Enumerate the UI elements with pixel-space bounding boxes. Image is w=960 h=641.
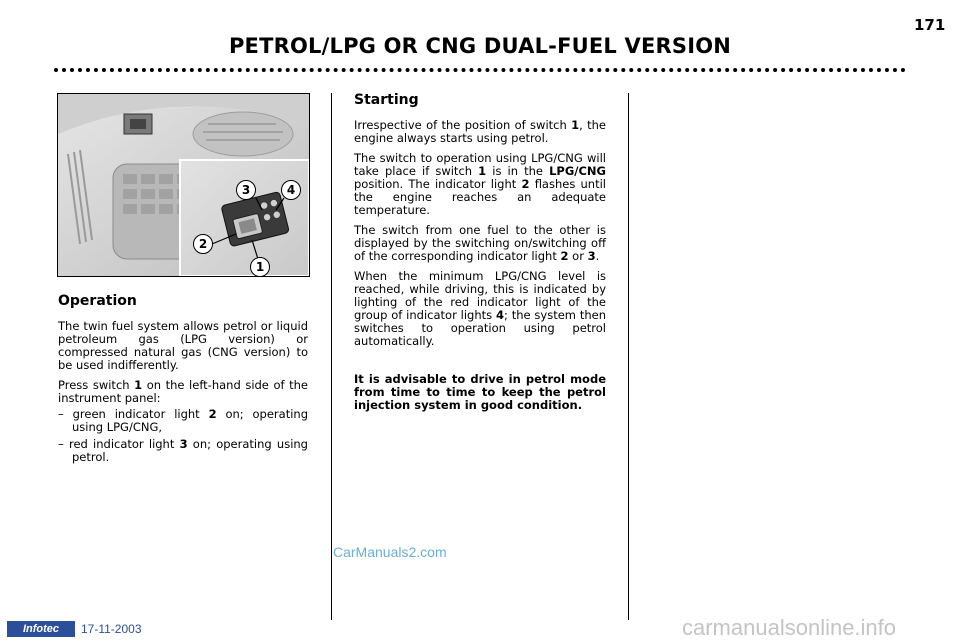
callout-4: 4 (281, 180, 301, 200)
callout-2: 2 (193, 234, 213, 254)
operation-paragraph: The twin fuel system allows petrol or liquid petroleum gas (LPG version) or compressed natural gas (CNG version) to be used indifferently. (58, 319, 308, 372)
dashboard-switch-illustration (57, 93, 310, 277)
column-divider-right (628, 93, 629, 620)
list-item-red-light: – red indicator light 3 on; operating using petrol. (58, 437, 308, 464)
page-number: 171 (914, 16, 946, 34)
footer-site-watermark[interactable]: carmanualsonline.info (682, 615, 897, 640)
title-dotted-rule (54, 68, 906, 72)
operation-press-switch: Press switch 1 on the left-hand side of the instrument panel: (58, 378, 308, 405)
callout-1: 1 (250, 257, 270, 277)
starting-section (354, 119, 606, 419)
infotec-logo: Infotec (7, 621, 75, 637)
operation-heading: Operation (58, 293, 137, 309)
starting-paragraph-4: When the minimum LPG/CNG level is reached, while driving, this is indicated by lighting of the red indicator light of the group of indicator lights 4; the system then switches to operation using petrol automatically. (354, 269, 606, 348)
callout-3: 3 (236, 180, 256, 200)
operation-section (58, 320, 308, 464)
footer-date: 17-11-2003 (81, 622, 142, 636)
page-title: PETROL/LPG OR CNG DUAL-FUEL VERSION (228, 34, 732, 58)
list-item-green-light: – green indicator light 2 on; operating using LPG/CNG, (58, 407, 308, 434)
advice-warning: It is advisable to drive in petrol mode from time to time to keep the petrol injection system in good condition. (354, 372, 606, 412)
watermark-link[interactable]: CarManuals2.com (333, 544, 447, 560)
dashboard-drawing (58, 94, 309, 276)
starting-heading: Starting (354, 92, 419, 108)
starting-paragraph-1: Irrespective of the position of switch 1, the engine always starts using petrol. (354, 118, 606, 145)
starting-paragraph-3: The switch from one fuel to the other is displayed by the switching on/switching off of the corresponding indicator light 2 or 3. (354, 223, 606, 263)
column-divider-left (331, 93, 332, 620)
starting-paragraph-2: The switch to operation using LPG/CNG will take place if switch 1 is in the LPG/CNG position. The indicator light 2 flashes until the engine reaches an adequate temperature. (354, 151, 606, 217)
